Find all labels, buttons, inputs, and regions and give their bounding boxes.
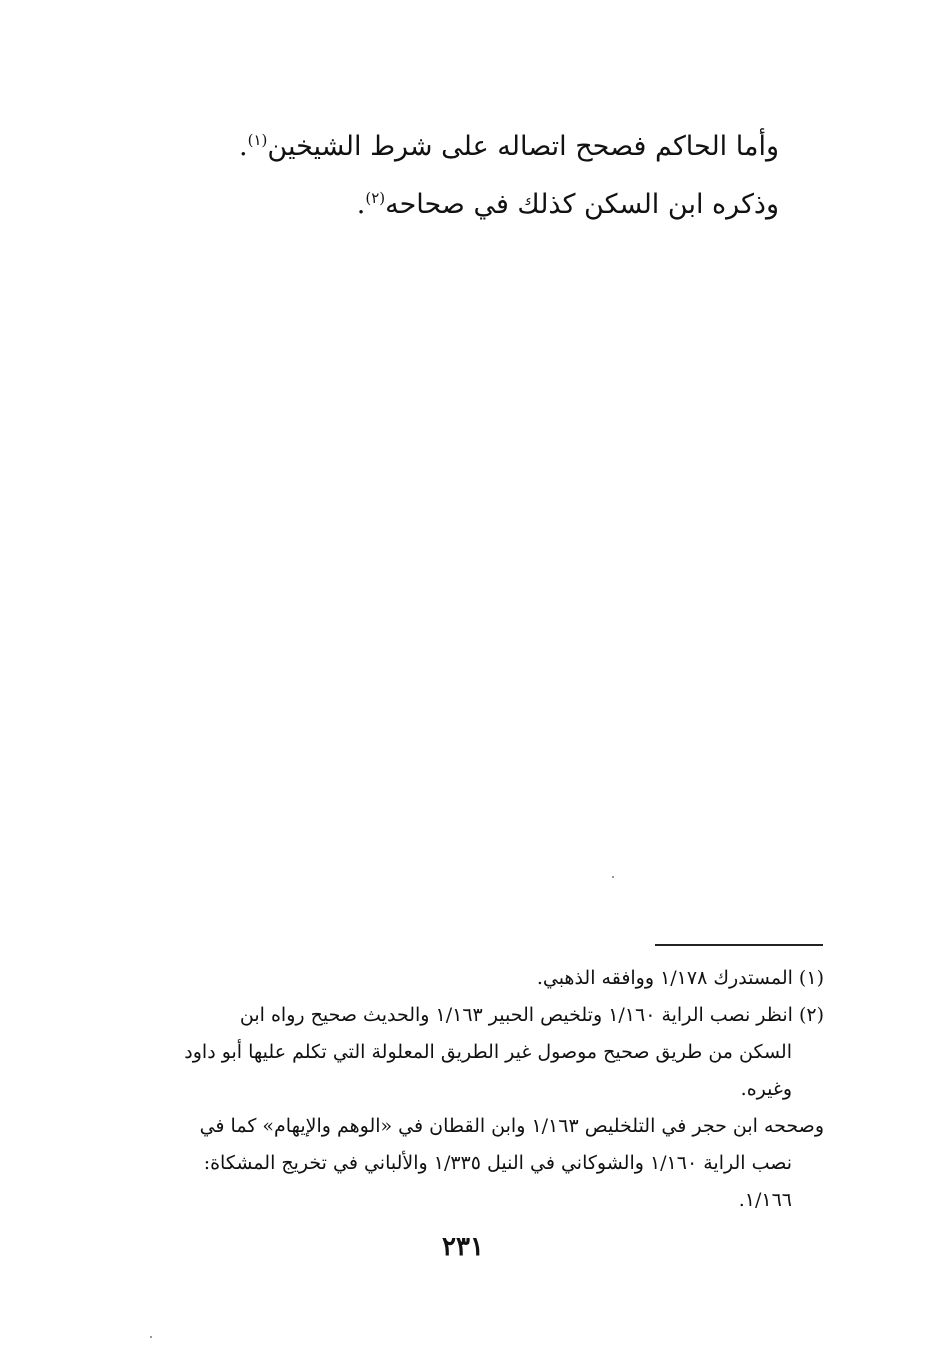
- footnote-2-line-3: وغيره.: [740, 1078, 792, 1100]
- main-text-line-1-period: .: [239, 131, 248, 162]
- footnote-2-line-1: (٢) انظر نصب الراية ١/١٦٠ وتلخيص الحبير ١/١٦٣ والحديث صحيح رواه ابن: [239, 1004, 824, 1026]
- footnote-2-line-4: وصححه ابن حجر في التلخليص ١/١٦٣ وابن القطان في «الوهم والإيهام» كما في: [199, 1115, 824, 1137]
- footnote-separator: [655, 944, 823, 946]
- main-text: [159, 118, 779, 234]
- footnote-ref-1[interactable]: (١): [247, 131, 268, 149]
- scan-speck: [612, 876, 614, 878]
- main-text-line-1: [159, 118, 779, 176]
- main-text-line-1-text: وأما الحاكم فصحح اتصاله على شرط الشيخين: [267, 131, 779, 162]
- main-text-line-2-period: .: [356, 189, 366, 220]
- main-text-line-2: [159, 176, 779, 234]
- main-text-line-2-text: وذكره ابن السكن كذلك في صحاحه: [385, 189, 779, 220]
- footnote-2-line-2: السكن من طريق صحيح موصول غير الطريق المعلولة التي تكلم عليها أبو داود: [184, 1041, 792, 1063]
- footnotes-section: [134, 960, 824, 1219]
- footnote-2-line-6: ١/١٦٦.: [738, 1189, 792, 1211]
- footnote-ref-2[interactable]: (٢): [365, 189, 386, 207]
- footnote-1: (١) المستدرك ١/١٧٨ ووافقه الذهبي.: [536, 967, 824, 989]
- page-number: ٢٣١: [442, 1232, 484, 1262]
- footnote-2-line-5: نصب الراية ١/١٦٠ والشوكاني في النيل ١/٣٣٥ والألباني في تخريج المشكاة:: [203, 1152, 792, 1174]
- scan-speck: [150, 1336, 152, 1338]
